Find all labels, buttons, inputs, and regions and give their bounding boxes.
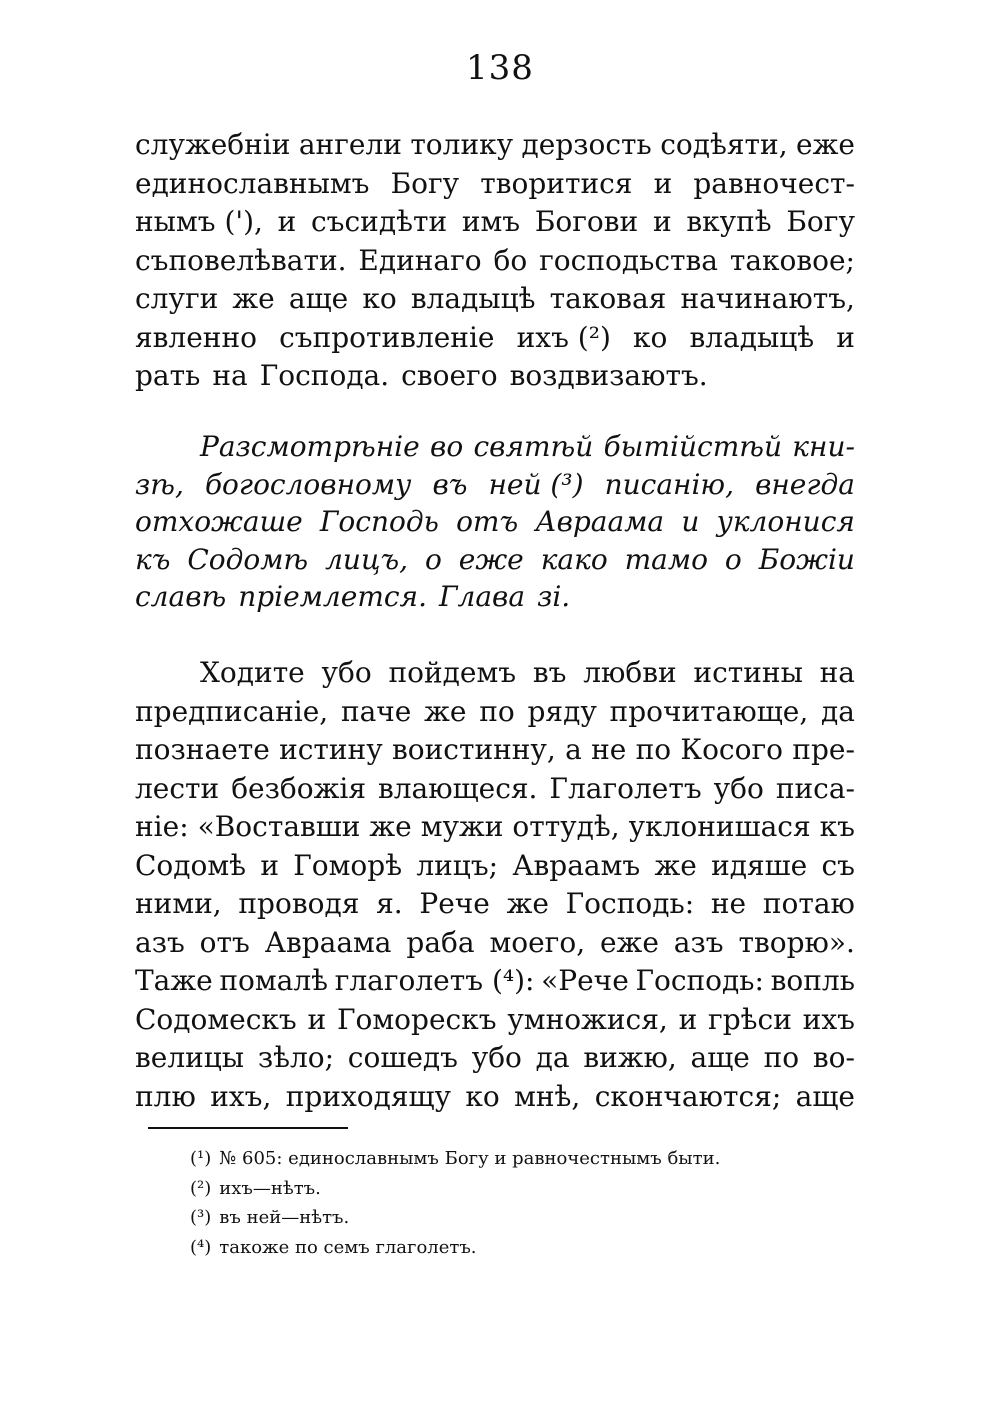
word: Господь: <box>635 964 764 997</box>
word: и <box>652 205 672 238</box>
footnote-mark: (³) <box>190 1207 212 1228</box>
word: господьства <box>539 243 718 277</box>
word: съповелѣвати. <box>135 243 347 277</box>
word: вопль <box>770 964 855 997</box>
word: ніе: <box>135 810 189 843</box>
word: Господь: <box>565 887 695 920</box>
word: и <box>681 505 700 538</box>
footnote-mark: (⁴) <box>190 1236 212 1258</box>
word: познаете <box>135 733 270 766</box>
word: пойдемъ <box>388 656 517 689</box>
word: Авраамъ <box>512 848 641 882</box>
paragraph2-line <box>135 924 855 963</box>
word: рать <box>135 359 201 392</box>
word: нымъ ('), <box>135 205 263 238</box>
word: зѣло; <box>257 1041 335 1074</box>
word: и <box>836 320 855 354</box>
paragraph2-line <box>135 770 855 809</box>
word: да <box>535 1041 570 1074</box>
word: азъ <box>673 925 724 959</box>
heading-line <box>135 503 855 541</box>
word: Разсмотрѣніе <box>200 430 420 463</box>
word: таковое; <box>729 243 855 277</box>
word: Таже <box>135 964 213 997</box>
word: и <box>277 205 297 238</box>
word: аще <box>690 1041 750 1074</box>
word: ними, <box>135 887 222 920</box>
word: ко <box>362 282 397 315</box>
word: толику <box>410 128 514 161</box>
word: любви <box>583 656 677 689</box>
word: ихъ <box>802 1002 855 1036</box>
word: же <box>369 810 412 843</box>
word: съ <box>821 848 855 882</box>
word: Единаго <box>358 243 482 277</box>
word: отъ <box>199 925 250 959</box>
word: писа- <box>775 771 855 805</box>
word: начинаютъ, <box>680 282 855 315</box>
word: уклонишася <box>628 810 811 843</box>
word: творитися <box>480 166 633 200</box>
word: убо <box>471 1041 522 1074</box>
paragraph1-line <box>135 203 855 242</box>
word: съсидѣти <box>311 205 448 238</box>
paragraph2-line <box>135 962 855 1001</box>
word: Богу <box>786 205 855 238</box>
word: владыцѣ <box>410 282 536 315</box>
word: Косого <box>680 733 783 766</box>
word: прочитающе, <box>609 694 809 728</box>
word: лести <box>135 771 220 805</box>
word: пріемлется. <box>238 580 427 613</box>
word: слуги <box>135 282 219 315</box>
word: скончаются; <box>594 1079 782 1113</box>
paragraph1-line <box>135 126 855 165</box>
word: убо <box>713 771 764 805</box>
footnote-text: такоже по семъ глаголетъ. <box>219 1236 477 1258</box>
paragraph1-line <box>135 165 855 204</box>
word: вижю, <box>583 1041 677 1074</box>
word: пре- <box>792 733 855 766</box>
word: не <box>710 887 747 920</box>
word: въ <box>432 467 468 501</box>
word: на <box>819 656 855 689</box>
footnote-rule <box>148 1127 348 1129</box>
footnote <box>190 1233 830 1263</box>
word: да <box>820 694 855 728</box>
footnote-text: въ ней—нѣтъ. <box>219 1207 350 1228</box>
word: явленно <box>135 320 257 354</box>
word: Господа. <box>259 359 390 392</box>
footnote-text: ихъ—нѣтъ. <box>219 1177 321 1199</box>
word: ангели <box>298 128 402 161</box>
word: о <box>724 542 742 576</box>
word: воистинну, <box>391 733 556 766</box>
word: бытійстѣй <box>603 430 782 463</box>
word: по <box>763 1041 800 1074</box>
paragraph2-line <box>135 1001 855 1040</box>
paragraph1-line <box>135 319 855 358</box>
word: аще <box>288 282 349 315</box>
word: мужи <box>420 810 504 843</box>
word: же <box>424 694 467 728</box>
word: ко <box>465 1079 500 1113</box>
word: Глава <box>439 580 526 613</box>
word: во- <box>812 1041 855 1074</box>
word: како <box>540 542 608 576</box>
word: не <box>591 733 627 766</box>
word: Авраама <box>264 925 392 959</box>
word: отъ <box>456 505 519 538</box>
word: единославнымъ <box>135 166 370 200</box>
word: творю». <box>738 925 855 959</box>
paragraph2-line <box>135 1039 855 1078</box>
word: истину <box>279 733 383 766</box>
word: и <box>678 1002 698 1036</box>
word: а <box>565 733 582 766</box>
word: аще <box>795 1079 855 1113</box>
word: Авраама <box>535 505 665 538</box>
word: славѣ <box>135 580 227 613</box>
word: Гоморѣ <box>293 848 403 882</box>
word: Господь <box>319 505 439 538</box>
word: глаголетъ (⁴): <box>334 964 535 997</box>
word: Ходите <box>200 656 305 689</box>
paragraph-2 <box>135 654 855 1116</box>
word: моего, <box>489 925 586 959</box>
word: влающеся. <box>377 771 538 805</box>
word: уклонися <box>716 505 855 538</box>
page-number: 138 <box>466 48 534 88</box>
word: Содомескъ <box>135 1002 297 1036</box>
word: ряду <box>527 694 597 728</box>
paragraph2-line <box>135 693 855 732</box>
word: безбожія <box>231 771 366 805</box>
word: паче <box>340 694 412 728</box>
word: и <box>260 848 279 882</box>
word: бо <box>493 243 528 277</box>
paragraph2-line <box>135 654 855 693</box>
footnotes <box>190 1144 830 1262</box>
heading-line <box>135 466 855 504</box>
heading-line <box>135 428 855 466</box>
word: съпротивленіе <box>279 320 495 354</box>
word: дерзость <box>521 128 652 161</box>
paragraph2-line <box>135 808 855 847</box>
footnote <box>190 1174 830 1204</box>
footnote <box>190 1144 830 1174</box>
word: зі. <box>537 580 571 613</box>
word: Богови <box>534 205 639 238</box>
word: внегда <box>755 467 855 501</box>
word: по <box>479 694 515 728</box>
word: зѣ, <box>135 467 184 501</box>
word: лицъ, <box>325 542 409 576</box>
word: Гоморескъ <box>337 1002 497 1036</box>
word: приходящу <box>285 1079 452 1113</box>
word: содѣяти, <box>660 128 788 161</box>
word: воздвизаютъ. <box>509 359 708 392</box>
paragraph2-line <box>135 885 855 924</box>
word: еже <box>796 128 855 161</box>
word: святѣй <box>473 430 594 463</box>
word: по <box>635 733 672 766</box>
paragraph1-line <box>135 242 855 281</box>
paragraph1-line <box>135 357 855 396</box>
word: плю <box>135 1079 196 1113</box>
paragraph-1 <box>135 126 855 396</box>
paragraph2-line <box>135 847 855 886</box>
paragraph1-line <box>135 280 855 319</box>
word: же <box>232 282 275 315</box>
word: же <box>506 887 549 920</box>
word: ней (³) <box>488 467 584 501</box>
word: богословному <box>204 467 412 501</box>
word: убо <box>321 656 372 689</box>
word: оттудѣ, <box>512 810 620 843</box>
word: Содомѣ <box>187 542 309 576</box>
word: во <box>430 430 464 463</box>
paragraph2-line <box>135 1078 855 1117</box>
word: писанію, <box>604 467 734 501</box>
word: равночест- <box>693 166 855 200</box>
word: раба <box>406 925 475 959</box>
word: предписаніе, <box>135 694 329 728</box>
word: таковая <box>549 282 667 315</box>
chapter-heading <box>135 428 855 616</box>
word: отхожаше <box>135 505 303 538</box>
word: ихъ, <box>210 1079 272 1113</box>
word: своего <box>401 359 498 392</box>
word: и <box>653 166 673 200</box>
word: еже <box>599 925 659 959</box>
word: лицъ; <box>416 848 499 882</box>
word: въ <box>532 656 567 689</box>
word: потаю <box>762 887 855 920</box>
word: ихъ (²) <box>516 320 611 354</box>
word: проводя <box>238 887 360 920</box>
word: я. <box>376 887 403 920</box>
word: «Воставши <box>197 810 361 843</box>
word: сошедъ <box>347 1041 458 1074</box>
footnote-mark: (²) <box>190 1177 212 1199</box>
word: «Рече <box>541 964 629 997</box>
word: истины <box>693 656 803 689</box>
word: велицы <box>135 1041 245 1074</box>
word: имъ <box>461 205 521 238</box>
word: умножися, <box>507 1002 668 1036</box>
word: еже <box>458 542 524 576</box>
footnote-text: № 605: единославнымъ Богу и равночестнымъ быти. <box>219 1148 721 1169</box>
word: служебніи <box>135 128 291 161</box>
footnote <box>190 1203 830 1233</box>
footnote-mark: (¹) <box>190 1148 212 1169</box>
word: же <box>654 848 697 882</box>
word: азъ <box>135 925 185 959</box>
word: Глаголетъ <box>549 771 702 805</box>
word: и <box>307 1002 327 1036</box>
word: помалѣ <box>219 964 329 997</box>
word: тамо <box>624 542 708 576</box>
word: Рече <box>419 887 490 920</box>
word: Богу <box>390 166 460 200</box>
heading-line <box>135 541 855 579</box>
word: Божіи <box>758 542 855 576</box>
word: грѣси <box>708 1002 792 1036</box>
word: къ <box>135 542 171 576</box>
word: идяше <box>711 848 808 882</box>
word: на <box>212 359 248 392</box>
word: къ <box>819 810 855 843</box>
word: о <box>424 542 442 576</box>
word: мнѣ, <box>514 1079 581 1113</box>
word: ко <box>633 320 668 354</box>
word: кни- <box>792 430 855 463</box>
paragraph2-line <box>135 731 855 770</box>
word: Содомѣ <box>135 848 247 882</box>
heading-line <box>135 578 855 616</box>
word: вкупѣ <box>686 205 772 238</box>
word: владыцѣ <box>689 320 815 354</box>
